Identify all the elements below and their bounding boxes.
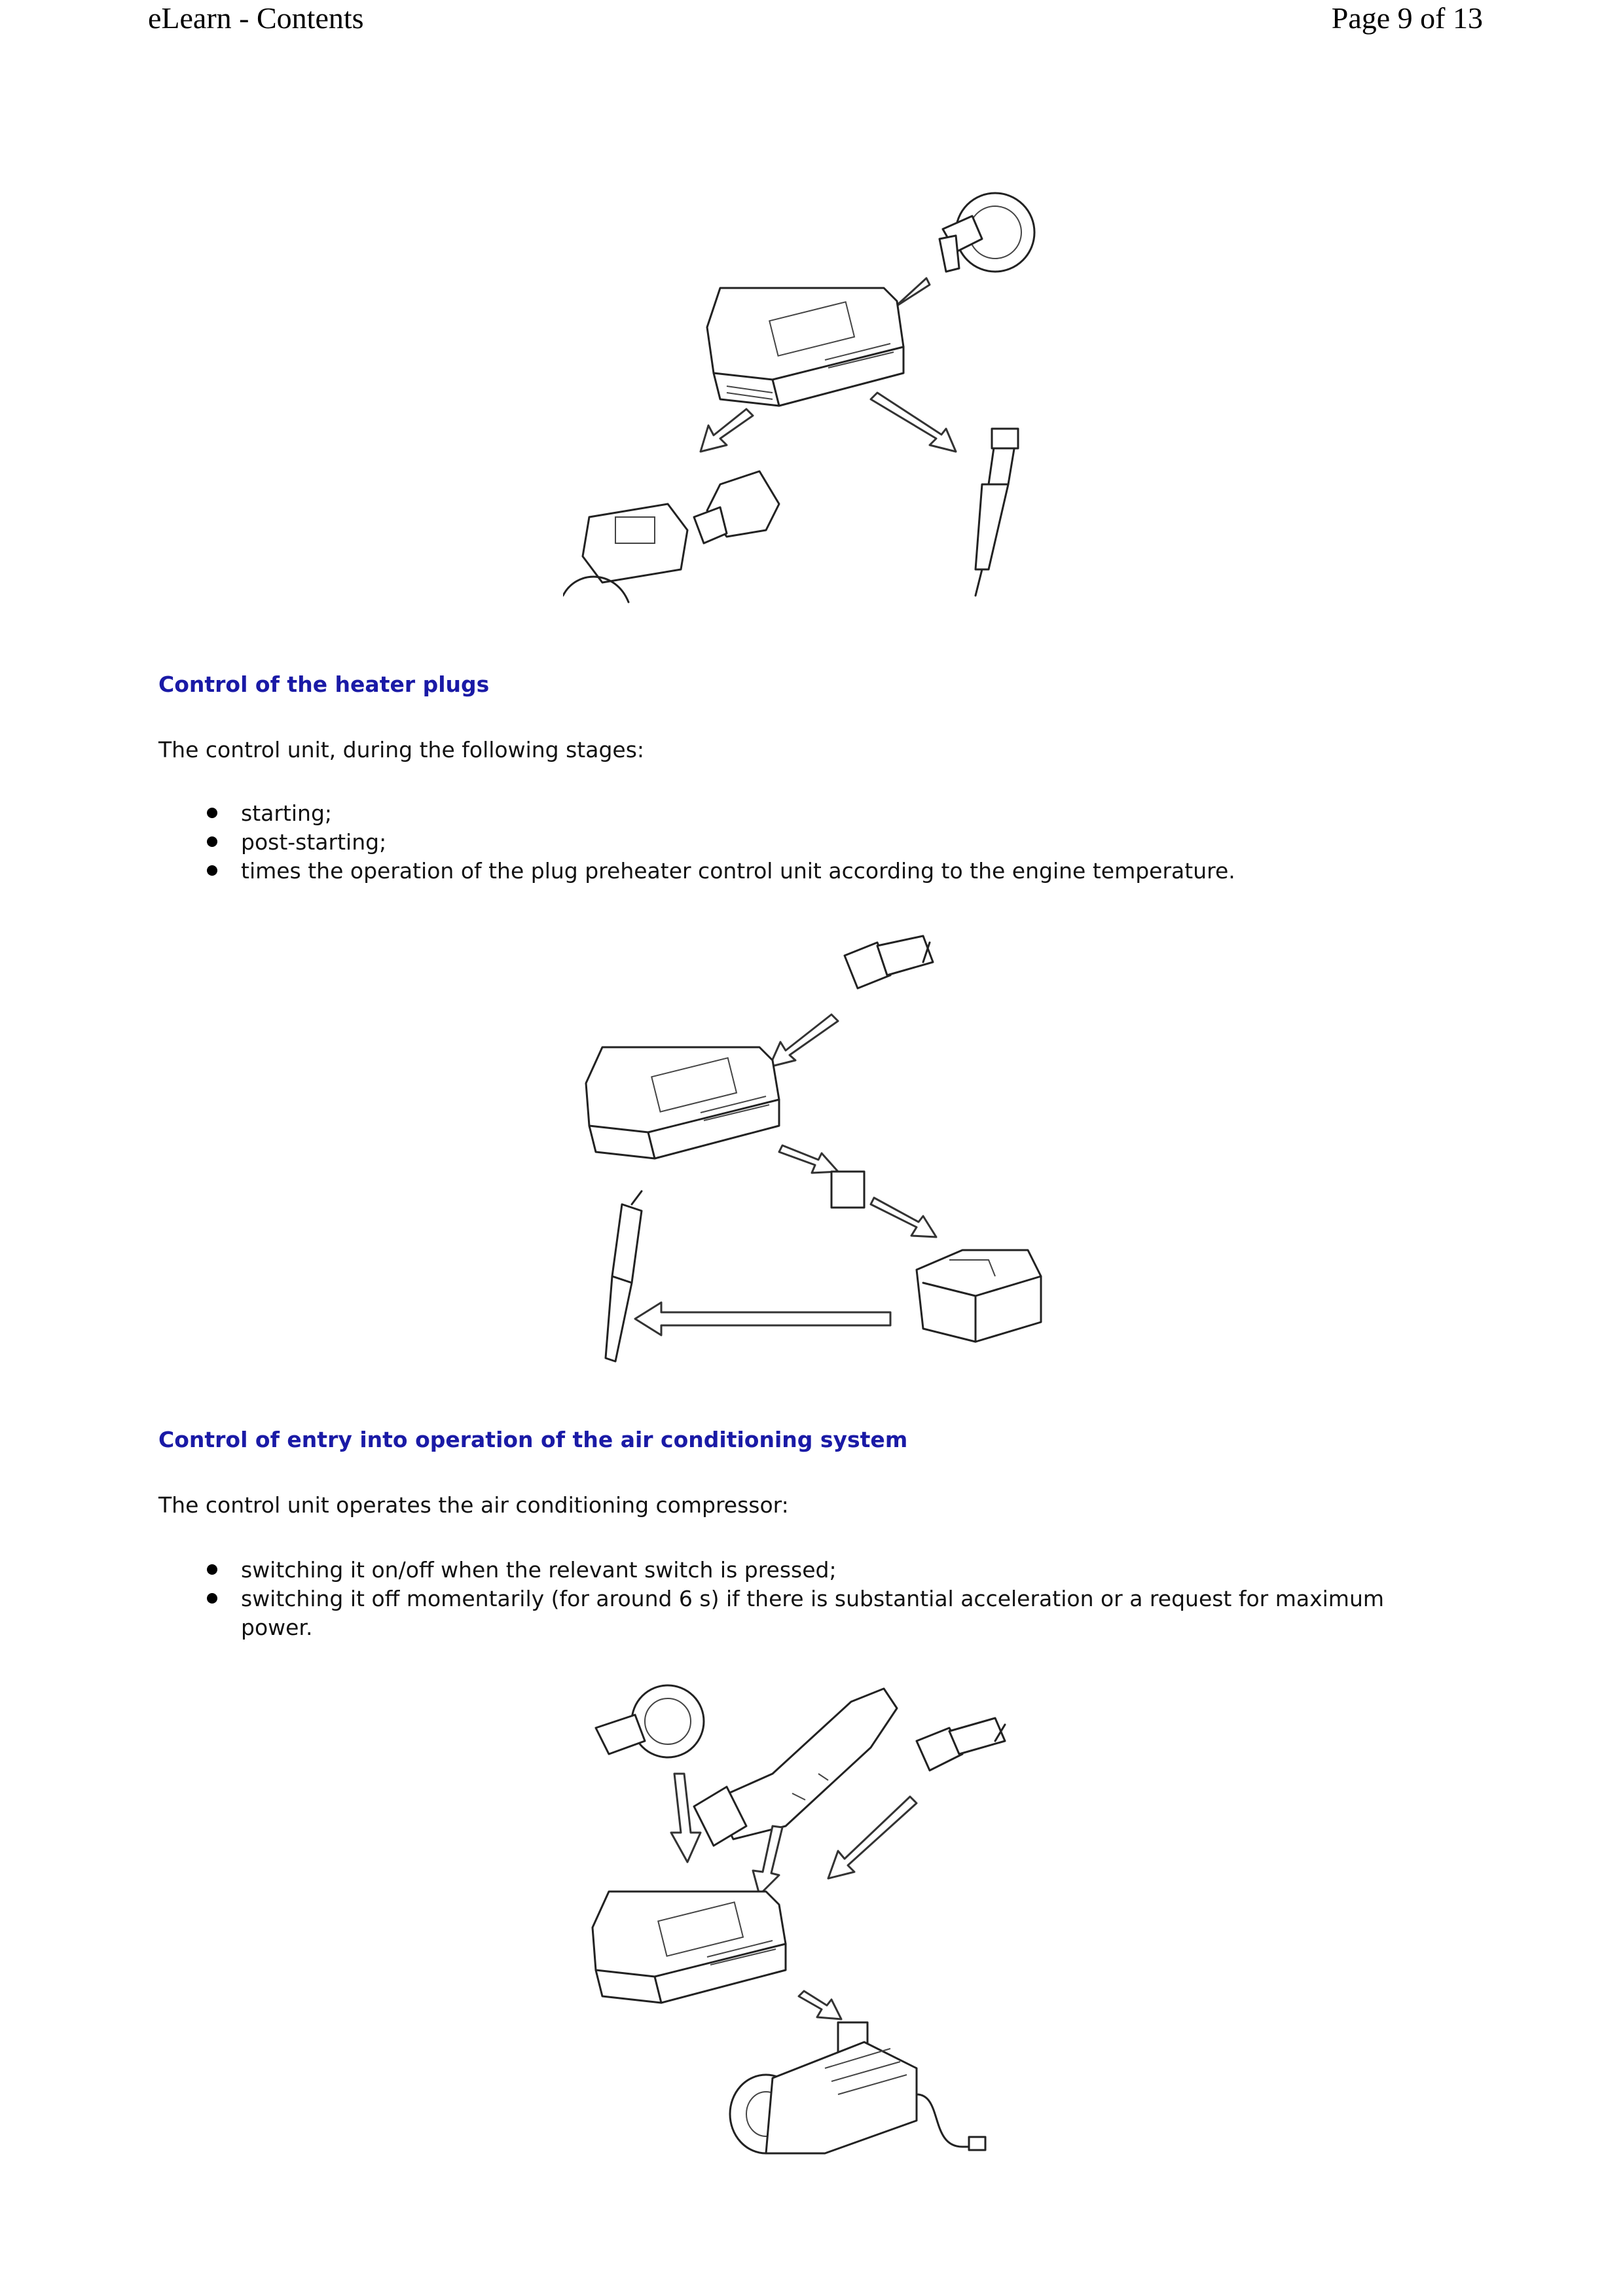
- bullet-list-heater-plugs: [158, 799, 1442, 886]
- page-number: Page 9 of 13: [1331, 1, 1483, 35]
- document-title: eLearn - Contents: [148, 1, 364, 35]
- list-item: switching it on/off when the relevant switch is pressed;: [158, 1556, 1442, 1585]
- ecu-glow-plug-diagram: [570, 929, 1054, 1388]
- bullet-list-air-conditioning: [158, 1556, 1442, 1642]
- section-intro-air-conditioning: The control unit operates the air conditioning compressor:: [158, 1492, 789, 1518]
- list-item: switching it off momentarily (for around 6 s) if there is substantial acceleration or a request for maximum power.: [158, 1585, 1442, 1642]
- list-item: post-starting;: [158, 828, 1442, 857]
- ecu-injection-diagram: [563, 177, 1061, 622]
- ecu-ac-compressor-diagram: [576, 1676, 1048, 2160]
- section-heading-air-conditioning: Control of entry into operation of the air conditioning system: [158, 1427, 908, 1452]
- ecu-glow-plug-illustration: [570, 929, 1054, 1388]
- ecu-ac-compressor-illustration: [576, 1676, 1048, 2160]
- section-heading-heater-plugs: Control of the heater plugs: [158, 672, 490, 697]
- list-item: starting;: [158, 799, 1442, 828]
- list-item: times the operation of the plug preheater control unit according to the engine temperature.: [158, 857, 1442, 886]
- section-intro-heater-plugs: The control unit, during the following stages:: [158, 737, 645, 762]
- ecu-sensors-injector-illustration: [563, 177, 1061, 622]
